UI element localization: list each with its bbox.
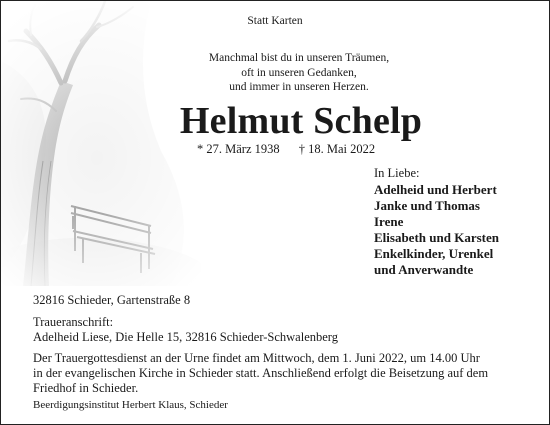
condolence-label: Traueranschrift:	[33, 315, 114, 329]
header-note: Statt Karten	[247, 15, 303, 27]
service-details	[33, 351, 533, 396]
service-line: Der Trauergottesdienst an der Urne findet am Mittwoch, dem 1. Juni 2022, um 14.00 Uhr	[33, 351, 480, 365]
mourner-name: Irene	[374, 214, 404, 229]
mourners-block	[374, 165, 499, 278]
poem-line: Manchmal bist du in unseren Träumen,	[208, 52, 390, 64]
service-line: Friedhof in Schieder.	[33, 381, 139, 395]
mourner-name: Elisabeth und Karsten	[374, 230, 499, 245]
life-dates	[197, 142, 375, 157]
deceased-name: Helmut Schelp	[179, 100, 423, 142]
mourner-name: Enkelkinder, Urenkel	[374, 246, 494, 261]
home-address: 32816 Schieder, Gartenstraße 8	[33, 293, 191, 307]
mourner-name: Janke und Thomas	[374, 198, 480, 213]
funeral-home: Beerdigungsinstitut Herbert Klaus, Schieder	[33, 399, 228, 411]
birth-date: * 27. März 1938	[197, 142, 280, 156]
condolence-address	[33, 315, 338, 345]
poem	[149, 51, 449, 95]
service-line: in der evangelischen Kirche in Schieder statt. Anschließend erfolgt die Beisetzung auf dem	[33, 366, 489, 380]
mourner-name: und Anverwandte	[374, 262, 474, 277]
condolence-value: Adelheid Liese, Die Helle 15, 32816 Schieder-Schwalenberg	[33, 330, 338, 344]
poem-line: oft in unseren Gedanken,	[241, 66, 357, 79]
poem-line: und immer in unseren Herzen.	[229, 81, 369, 93]
mourner-name: Adelheid und Herbert	[374, 182, 497, 197]
mourners-intro: In Liebe:	[374, 166, 420, 180]
death-date: † 18. Mai 2022	[298, 142, 376, 156]
